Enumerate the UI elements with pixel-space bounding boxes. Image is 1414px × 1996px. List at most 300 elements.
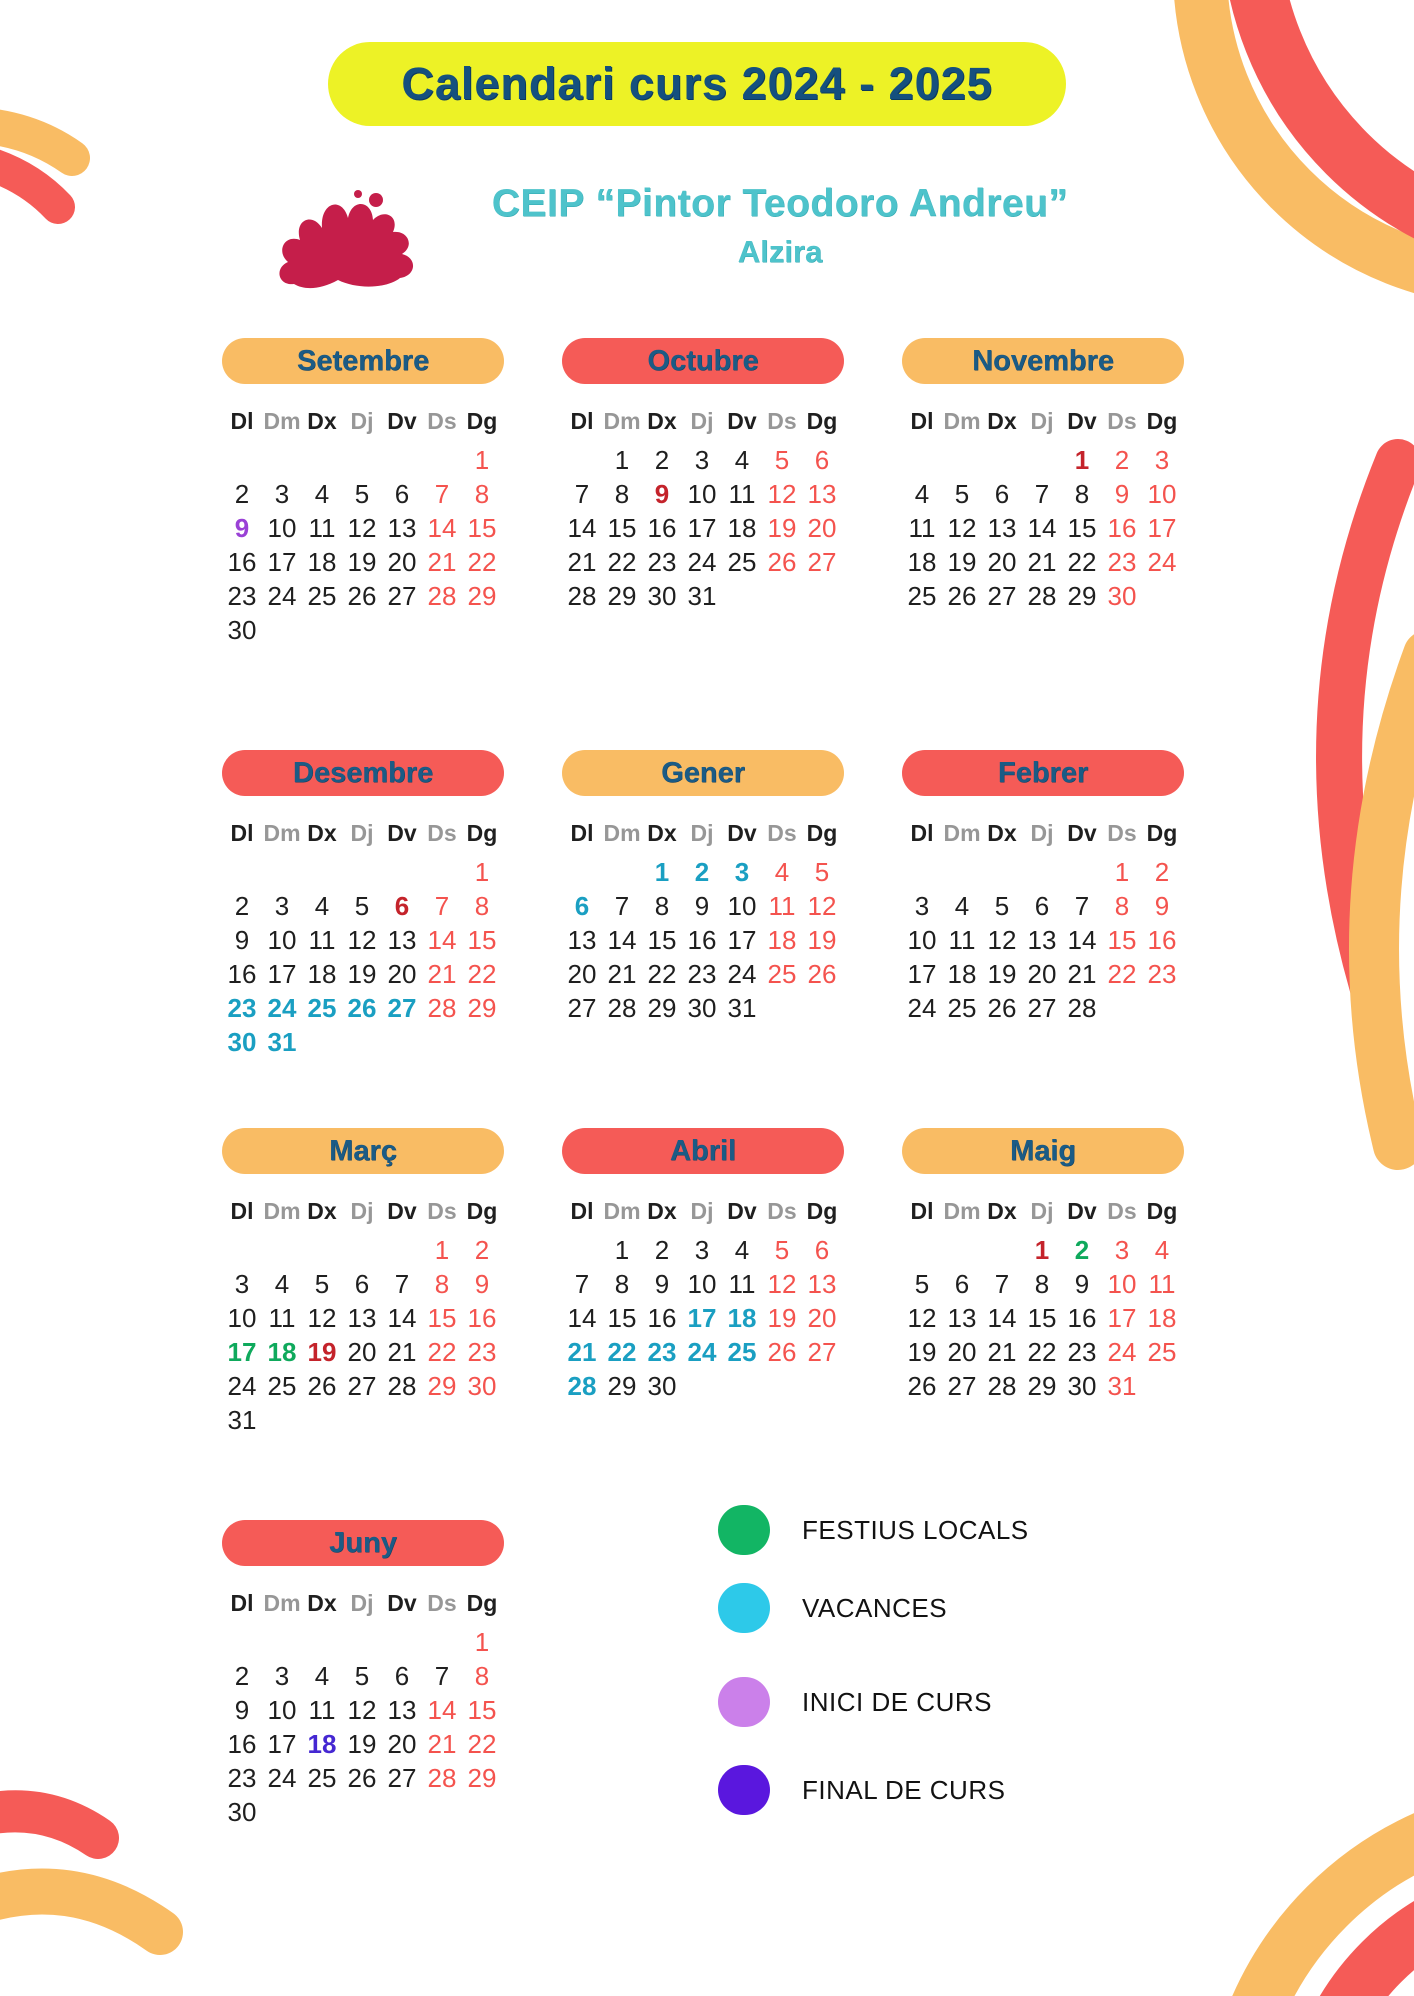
weekday-ds: Ds [427, 1590, 457, 1616]
day-19-school-day: 19 [347, 547, 377, 577]
day-12-weekend: 12 [767, 1269, 797, 1299]
legend-swatch-vacances [718, 1583, 770, 1633]
day-5-school-day: 5 [354, 1661, 370, 1691]
day-20-school-day: 20 [387, 1729, 417, 1759]
month-abril [562, 1128, 844, 1403]
day-18-school-day: 18 [907, 547, 937, 577]
weekday-dg: Dg [806, 820, 838, 846]
day-29-school-day: 29 [607, 1371, 637, 1401]
empty-cell [302, 1795, 342, 1829]
day-26-weekend: 26 [767, 1337, 797, 1367]
day-26-weekend: 26 [807, 959, 837, 989]
weekday-dl: Dl [910, 820, 934, 846]
day-27-school-day: 27 [567, 993, 597, 1023]
empty-cell [902, 1233, 942, 1267]
empty-cell [422, 443, 462, 477]
day-19-weekend: 19 [767, 1303, 797, 1333]
day-23-weekend: 23 [1147, 959, 1177, 989]
weekday-dm: Dm [263, 1198, 301, 1224]
weekday-dx: Dx [307, 1198, 337, 1224]
empty-cell [802, 1369, 842, 1403]
day-24-school-day: 24 [687, 547, 717, 577]
day-20-school-day: 20 [567, 959, 597, 989]
empty-cell [382, 1795, 422, 1829]
weekday-dg: Dg [466, 408, 498, 434]
weekday-dm: Dm [263, 408, 301, 434]
day-25-school-day: 25 [267, 1371, 297, 1401]
day-21-weekend: 21 [427, 1729, 457, 1759]
day-17-vacances: 17 [687, 1303, 717, 1333]
empty-cell [302, 613, 342, 647]
dates-grid [902, 855, 1184, 1025]
day-2-festiu-local: 2 [1074, 1235, 1090, 1265]
day-3-weekend: 3 [1114, 1235, 1130, 1265]
day-9-weekend: 9 [1154, 891, 1170, 921]
day-29-school-day: 29 [1027, 1371, 1057, 1401]
weekday-dm: Dm [603, 408, 641, 434]
weekday-dj: Dj [1030, 408, 1054, 434]
arc-bottom-right-red [1308, 1888, 1414, 1996]
legend-item-vacances [718, 1583, 1029, 1633]
empty-cell [262, 613, 302, 647]
day-29-school-day: 29 [1067, 581, 1097, 611]
empty-cell [422, 1795, 462, 1829]
weekday-dx: Dx [987, 820, 1017, 846]
day-3-school-day: 3 [274, 1661, 290, 1691]
weekday-dg: Dg [1146, 408, 1178, 434]
day-12-weekend: 12 [807, 891, 837, 921]
weekday-dg: Dg [806, 1198, 838, 1224]
day-25-school-day: 25 [727, 547, 757, 577]
month-title-pill [562, 750, 844, 796]
day-3-school-day: 3 [914, 891, 930, 921]
month-title-pill [222, 1520, 504, 1566]
day-23-school-day: 23 [647, 547, 677, 577]
day-6-school-day: 6 [394, 1661, 410, 1691]
day-27-school-day: 27 [987, 581, 1017, 611]
empty-cell [262, 1795, 302, 1829]
day-20-weekend: 20 [807, 513, 837, 543]
day-11-school-day: 11 [728, 1269, 756, 1299]
empty-cell [422, 855, 462, 889]
stroke-bottom-left-orange [0, 1891, 160, 1932]
day-14-weekend: 14 [427, 1695, 457, 1725]
weekday-header-row [902, 1198, 1184, 1225]
day-4-school-day: 4 [314, 479, 330, 509]
weekday-dl: Dl [570, 820, 594, 846]
school-logo-splash-icon [272, 186, 427, 296]
day-6-school-day: 6 [394, 479, 410, 509]
day-15-school-day: 15 [607, 513, 637, 543]
day-4-school-day: 4 [314, 891, 330, 921]
day-1-weekend: 1 [1114, 857, 1130, 887]
empty-cell [342, 1403, 382, 1437]
day-30-school-day: 30 [1067, 1371, 1097, 1401]
school-city: Alzira [737, 234, 823, 269]
day-9-festiu: 9 [654, 479, 670, 509]
weekday-dv: Dv [1067, 408, 1097, 434]
day-3-vacances: 3 [734, 857, 750, 887]
month-gener [562, 750, 844, 1025]
weekday-dm: Dm [943, 820, 981, 846]
day-21-school-day: 21 [567, 547, 597, 577]
day-16-school-day: 16 [227, 959, 257, 989]
weekday-dm: Dm [603, 1198, 641, 1224]
day-19-school-day: 19 [347, 959, 377, 989]
day-17-school-day: 17 [267, 959, 297, 989]
dates-grid [562, 1233, 844, 1403]
day-27-vacances: 27 [387, 993, 417, 1023]
empty-cell [462, 613, 502, 647]
day-21-school-day: 21 [607, 959, 637, 989]
day-12-school-day: 12 [347, 513, 377, 543]
day-6-school-day: 6 [994, 479, 1010, 509]
month-title-pill [902, 750, 1184, 796]
arc-bottom-right-orange [1230, 1810, 1414, 1996]
day-3-school-day: 3 [234, 1269, 250, 1299]
weekday-dm: Dm [603, 820, 641, 846]
month-title-pill [902, 338, 1184, 384]
empty-cell [942, 855, 982, 889]
day-4-weekend: 4 [1154, 1235, 1170, 1265]
day-27-school-day: 27 [947, 1371, 977, 1401]
empty-cell [422, 1025, 462, 1059]
day-31-school-day: 31 [687, 581, 717, 611]
weekday-dj: Dj [350, 820, 374, 846]
day-7-school-day: 7 [1034, 479, 1050, 509]
day-29-weekend: 29 [427, 1371, 457, 1401]
legend-swatch-festius-locals [718, 1505, 770, 1555]
day-31-school-day: 31 [227, 1405, 257, 1435]
day-18-school-day: 18 [307, 547, 337, 577]
day-13-school-day: 13 [387, 1695, 417, 1725]
day-18-festiu-local: 18 [267, 1337, 297, 1367]
day-20-school-day: 20 [347, 1337, 377, 1367]
weekday-dj: Dj [350, 1590, 374, 1616]
day-9-school-day: 9 [694, 891, 710, 921]
day-5-school-day: 5 [994, 891, 1010, 921]
weekday-ds: Ds [1107, 408, 1137, 434]
day-18-school-day: 18 [947, 959, 977, 989]
day-2-school-day: 2 [234, 1661, 250, 1691]
empty-cell [302, 1025, 342, 1059]
day-27-school-day: 27 [387, 581, 417, 611]
day-14-school-day: 14 [387, 1303, 417, 1333]
day-24-school-day: 24 [727, 959, 757, 989]
day-9-weekend: 9 [474, 1269, 490, 1299]
day-17-school-day: 17 [727, 925, 757, 955]
empty-cell [562, 855, 602, 889]
weekday-dl: Dl [570, 408, 594, 434]
weekday-dj: Dj [1030, 1198, 1054, 1224]
weekday-ds: Ds [767, 820, 797, 846]
empty-cell [942, 1233, 982, 1267]
legend-item-festius-locals [718, 1505, 1029, 1555]
weekday-ds: Ds [767, 1198, 797, 1224]
day-15-weekend: 15 [467, 513, 497, 543]
legend-swatch-inici-de-curs [718, 1677, 770, 1727]
month-title-pill [222, 750, 504, 796]
month-maig [902, 1128, 1184, 1403]
legend-swatch-final-de-curs [718, 1765, 770, 1815]
day-14-school-day: 14 [567, 1303, 597, 1333]
day-27-school-day: 27 [387, 1763, 417, 1793]
day-5-school-day: 5 [314, 1269, 330, 1299]
legend-label: FINAL DE CURS [802, 1774, 1006, 1805]
day-2-weekend: 2 [474, 1235, 490, 1265]
empty-cell [222, 1233, 262, 1267]
day-21-school-day: 21 [1027, 547, 1057, 577]
day-22-weekend: 22 [1107, 959, 1137, 989]
day-1-weekend: 1 [474, 1627, 490, 1657]
day-16-weekend: 16 [467, 1303, 497, 1333]
month-juny [222, 1520, 504, 1829]
day-8-school-day: 8 [614, 1269, 630, 1299]
day-4-school-day: 4 [914, 479, 930, 509]
day-21-weekend: 21 [427, 959, 457, 989]
month-title: Abril [669, 1134, 737, 1167]
month-novembre [902, 338, 1184, 613]
weekday-dm: Dm [263, 1590, 301, 1616]
day-22-weekend: 22 [467, 959, 497, 989]
weekday-dj: Dj [690, 820, 714, 846]
empty-cell [982, 443, 1022, 477]
day-20-school-day: 20 [987, 547, 1017, 577]
day-29-weekend: 29 [467, 993, 497, 1023]
empty-cell [762, 991, 802, 1025]
day-13-school-day: 13 [1027, 925, 1057, 955]
day-17-festiu-local: 17 [227, 1337, 257, 1367]
day-20-school-day: 20 [947, 1337, 977, 1367]
day-28-vacances: 28 [567, 1371, 597, 1401]
empty-cell [262, 855, 302, 889]
stroke-bottom-left-red [0, 1811, 98, 1838]
weekday-dj: Dj [350, 1198, 374, 1224]
empty-cell [302, 443, 342, 477]
day-4-school-day: 4 [734, 445, 750, 475]
day-2-vacances: 2 [694, 857, 710, 887]
day-20-school-day: 20 [387, 959, 417, 989]
day-3-school-day: 3 [694, 445, 710, 475]
empty-cell [342, 1025, 382, 1059]
day-10-school-day: 10 [907, 925, 937, 955]
legend-label: INICI DE CURS [802, 1686, 992, 1717]
weekday-dx: Dx [987, 408, 1017, 434]
day-12-school-day: 12 [347, 1695, 377, 1725]
empty-cell [382, 613, 422, 647]
empty-cell [342, 1795, 382, 1829]
day-13-school-day: 13 [987, 513, 1017, 543]
day-1-festiu: 1 [1034, 1235, 1050, 1265]
weekday-dv: Dv [387, 408, 417, 434]
day-26-school-day: 26 [987, 993, 1017, 1023]
day-10-school-day: 10 [227, 1303, 257, 1333]
day-22-school-day: 22 [1027, 1337, 1057, 1367]
weekday-header-row [902, 408, 1184, 435]
day-17-school-day: 17 [907, 959, 937, 989]
empty-cell [942, 443, 982, 477]
day-6-weekend: 6 [814, 1235, 830, 1265]
empty-cell [722, 1369, 762, 1403]
day-10-school-day: 10 [267, 513, 297, 543]
day-23-vacances: 23 [227, 993, 257, 1023]
empty-cell [682, 1369, 722, 1403]
legend-item-final-de-curs [718, 1765, 1029, 1815]
day-12-school-day: 12 [307, 1303, 337, 1333]
weekday-dm: Dm [943, 408, 981, 434]
day-4-school-day: 4 [274, 1269, 290, 1299]
empty-cell [562, 443, 602, 477]
day-9-school-day: 9 [234, 925, 250, 955]
day-19-school-day: 19 [987, 959, 1017, 989]
legend-label: FESTIUS LOCALS [802, 1514, 1029, 1545]
day-3-school-day: 3 [274, 479, 290, 509]
day-10-weekend: 10 [1107, 1269, 1137, 1299]
weekday-ds: Ds [427, 820, 457, 846]
day-14-school-day: 14 [567, 513, 597, 543]
day-4-school-day: 4 [314, 1661, 330, 1691]
weekday-dg: Dg [1146, 1198, 1178, 1224]
day-9-weekend: 9 [1114, 479, 1130, 509]
weekday-dx: Dx [647, 408, 677, 434]
day-7-school-day: 7 [614, 891, 630, 921]
day-16-weekend: 16 [1107, 513, 1137, 543]
day-30-school-day: 30 [227, 1797, 257, 1827]
day-30-school-day: 30 [647, 1371, 677, 1401]
empty-cell [302, 1625, 342, 1659]
month-title: Setembre [296, 344, 430, 377]
weekday-dl: Dl [910, 1198, 934, 1224]
day-11-school-day: 11 [308, 1695, 336, 1725]
weekday-header-row [222, 1590, 504, 1617]
dates-grid [222, 855, 504, 1059]
day-23-school-day: 23 [227, 1763, 257, 1793]
day-14-school-day: 14 [607, 925, 637, 955]
day-13-school-day: 13 [347, 1303, 377, 1333]
weekday-dx: Dx [987, 1198, 1017, 1224]
day-25-vacances: 25 [727, 1337, 757, 1367]
day-25-weekend: 25 [1147, 1337, 1177, 1367]
day-30-vacances: 30 [227, 1027, 257, 1057]
day-18-final-de-curs: 18 [307, 1729, 337, 1759]
day-2-weekend: 2 [1154, 857, 1170, 887]
day-25-weekend: 25 [767, 959, 797, 989]
day-19-festiu: 19 [307, 1337, 337, 1367]
weekday-dv: Dv [387, 1198, 417, 1224]
day-6-school-day: 6 [1034, 891, 1050, 921]
day-5-weekend: 5 [774, 1235, 790, 1265]
day-20-weekend: 20 [807, 1303, 837, 1333]
weekday-header-row [222, 820, 504, 847]
stroke-top-left-red [0, 160, 58, 207]
empty-cell [1142, 1369, 1182, 1403]
day-12-school-day: 12 [347, 925, 377, 955]
empty-cell [302, 855, 342, 889]
weekday-header-row [562, 408, 844, 435]
day-14-school-day: 14 [1067, 925, 1097, 955]
day-26-weekend: 26 [767, 547, 797, 577]
day-10-school-day: 10 [687, 479, 717, 509]
empty-cell [382, 1625, 422, 1659]
day-31-weekend: 31 [1107, 1371, 1137, 1401]
empty-cell [382, 1233, 422, 1267]
weekday-ds: Ds [1107, 820, 1137, 846]
empty-cell [562, 1233, 602, 1267]
day-25-school-day: 25 [307, 581, 337, 611]
day-24-weekend: 24 [1147, 547, 1177, 577]
empty-cell [462, 1795, 502, 1829]
day-15-school-day: 15 [1067, 513, 1097, 543]
month-title-pill [562, 338, 844, 384]
empty-cell [802, 991, 842, 1025]
month-setembre [222, 338, 504, 647]
day-25-school-day: 25 [947, 993, 977, 1023]
empty-cell [222, 443, 262, 477]
day-19-school-day: 19 [947, 547, 977, 577]
day-16-school-day: 16 [227, 1729, 257, 1759]
day-23-vacances: 23 [647, 1337, 677, 1367]
arc-top-right-orange [1200, 0, 1414, 280]
weekday-dl: Dl [230, 408, 254, 434]
day-6-festiu: 6 [394, 891, 410, 921]
empty-cell [302, 1403, 342, 1437]
day-11-school-day: 11 [308, 513, 336, 543]
dates-grid [562, 443, 844, 613]
empty-cell [1022, 443, 1062, 477]
day-15-weekend: 15 [1107, 925, 1137, 955]
empty-cell [762, 579, 802, 613]
day-23-school-day: 23 [227, 581, 257, 611]
day-28-school-day: 28 [1027, 581, 1057, 611]
day-7-school-day: 7 [994, 1269, 1010, 1299]
day-28-school-day: 28 [567, 581, 597, 611]
month-title: Febrer [997, 756, 1089, 789]
day-16-school-day: 16 [687, 925, 717, 955]
month-title: Gener [661, 756, 745, 789]
day-2-school-day: 2 [234, 891, 250, 921]
day-17-school-day: 17 [267, 547, 297, 577]
weekday-dj: Dj [350, 408, 374, 434]
day-9-inici-de-curs: 9 [234, 513, 250, 543]
day-8-weekend: 8 [474, 479, 490, 509]
day-6-school-day: 6 [354, 1269, 370, 1299]
day-22-school-day: 22 [607, 547, 637, 577]
day-25-vacances: 25 [307, 993, 337, 1023]
day-22-weekend: 22 [427, 1337, 457, 1367]
day-4-weekend: 4 [774, 857, 790, 887]
weekday-dg: Dg [466, 1590, 498, 1616]
legend-label: VACANCES [802, 1592, 948, 1623]
day-11-weekend: 11 [1148, 1269, 1176, 1299]
weekday-dv: Dv [727, 820, 757, 846]
day-10-weekend: 10 [1147, 479, 1177, 509]
empty-cell [342, 855, 382, 889]
month-title: Maig [1009, 1134, 1077, 1167]
day-15-weekend: 15 [467, 925, 497, 955]
day-6-school-day: 6 [954, 1269, 970, 1299]
day-24-vacances: 24 [267, 993, 297, 1023]
month-desembre [222, 750, 504, 1059]
day-12-school-day: 12 [907, 1303, 937, 1333]
empty-cell [262, 1233, 302, 1267]
day-8-school-day: 8 [1074, 479, 1090, 509]
month-març [222, 1128, 504, 1437]
day-13-weekend: 13 [807, 1269, 837, 1299]
day-7-weekend: 7 [434, 479, 450, 509]
empty-cell [382, 1025, 422, 1059]
day-12-school-day: 12 [947, 513, 977, 543]
day-23-school-day: 23 [687, 959, 717, 989]
